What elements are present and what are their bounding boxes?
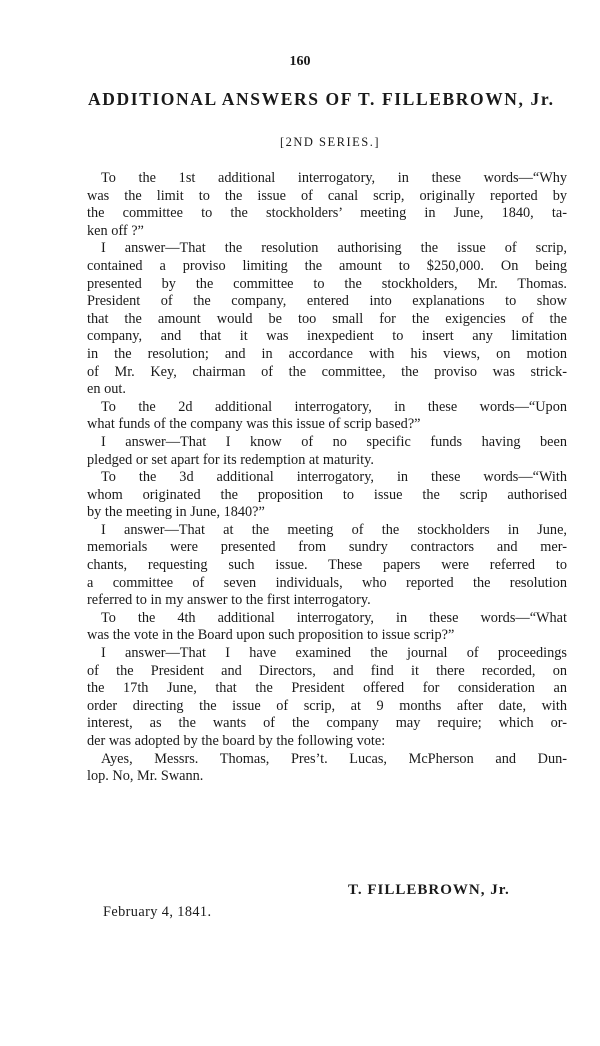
text-line: interest, as the wants of the company may require; which or- (87, 715, 567, 732)
text-line: company, and that it was inexpedient to insert any limitation (87, 328, 567, 345)
text-line: the committee to the stockholders’ meeting in June, 1840, ta- (87, 205, 567, 222)
text-line: was the limit to the issue of canal scrip, originally reported by (87, 187, 567, 204)
text-line: To the 2d additional interrogatory, in these words—“Upon (101, 398, 567, 415)
text-line: what funds of the company was this issue of scrip based?” (87, 416, 421, 433)
text-line: I answer—That at the meeting of the stockholders in June, (101, 521, 567, 538)
text-line: To the 1st additional interrogatory, in these words—“Why (101, 170, 567, 186)
text-line: was the vote in the Board upon such proposition to issue scrip?” (87, 627, 455, 644)
text-line: I answer—That the resolution authorising the issue of scrip, (101, 240, 567, 257)
text-line: I answer—That I have examined the journal of proceedings (101, 645, 567, 662)
date-line: February 4, 1841. (103, 904, 212, 920)
text-line: of Mr. Key, chairman of the committee, the proviso was strick- (87, 363, 567, 380)
text-line: contained a proviso limiting the amount to $250,000. On being (87, 257, 567, 274)
text-line: der was adopted by the board by the following vote: (87, 733, 386, 749)
text-line: I answer—That I know of no specific funds having been (101, 433, 567, 450)
text-line: lop. No, Mr. Swann. (87, 768, 204, 785)
text-line: memorials were presented from sundry contractors and mer- (87, 539, 567, 556)
text-line: that the amount would be too small for the exigencies of the (87, 310, 567, 327)
text-line: whom originated the proposition to issue the scrip authorised (87, 486, 567, 503)
text-line: in the resolution; and in accordance with his views, on motion (87, 345, 567, 362)
signature: T. FILLEBROWN, Jr. (348, 882, 510, 898)
text-line: by the meeting in June, 1840?” (87, 504, 265, 521)
text-line: Ayes, Messrs. Thomas, Pres’t. Lucas, McPherson and Dun- (101, 750, 567, 767)
text-line: of the President and Directors, and find it there recorded, on (87, 662, 567, 679)
text-line: To the 4th additional interrogatory, in these words—“What (101, 609, 567, 626)
page-number: 160 (289, 54, 311, 69)
page-heading: ADDITIONAL ANSWERS OF T. FILLEBROWN, Jr. (88, 89, 555, 109)
body-text (87, 170, 567, 786)
text-line: chants, requesting such issue. These papers were referred to (87, 557, 567, 574)
text-line: pledged or set apart for its redemption at maturity. (87, 451, 374, 468)
text-line: President of the company, entered into explanations to show (87, 293, 567, 310)
text-line: a committee of seven individuals, who reported the resolution (87, 574, 567, 591)
text-line: en out. (87, 381, 126, 398)
text-line: presented by the committee to the stockholders, Mr. Thomas. (87, 275, 567, 292)
text-line: To the 3d additional interrogatory, in these words—“With (101, 469, 567, 486)
text-line: the 17th June, that the President offered for consideration an (87, 680, 567, 697)
text-line: ken off ?” (87, 222, 144, 239)
text-line: referred to in my answer to the first interrogatory. (87, 592, 371, 609)
series-label: [2ND SERIES.] (279, 135, 381, 149)
text-line: order directing the issue of scrip, at 9 months after date, with (87, 697, 567, 714)
